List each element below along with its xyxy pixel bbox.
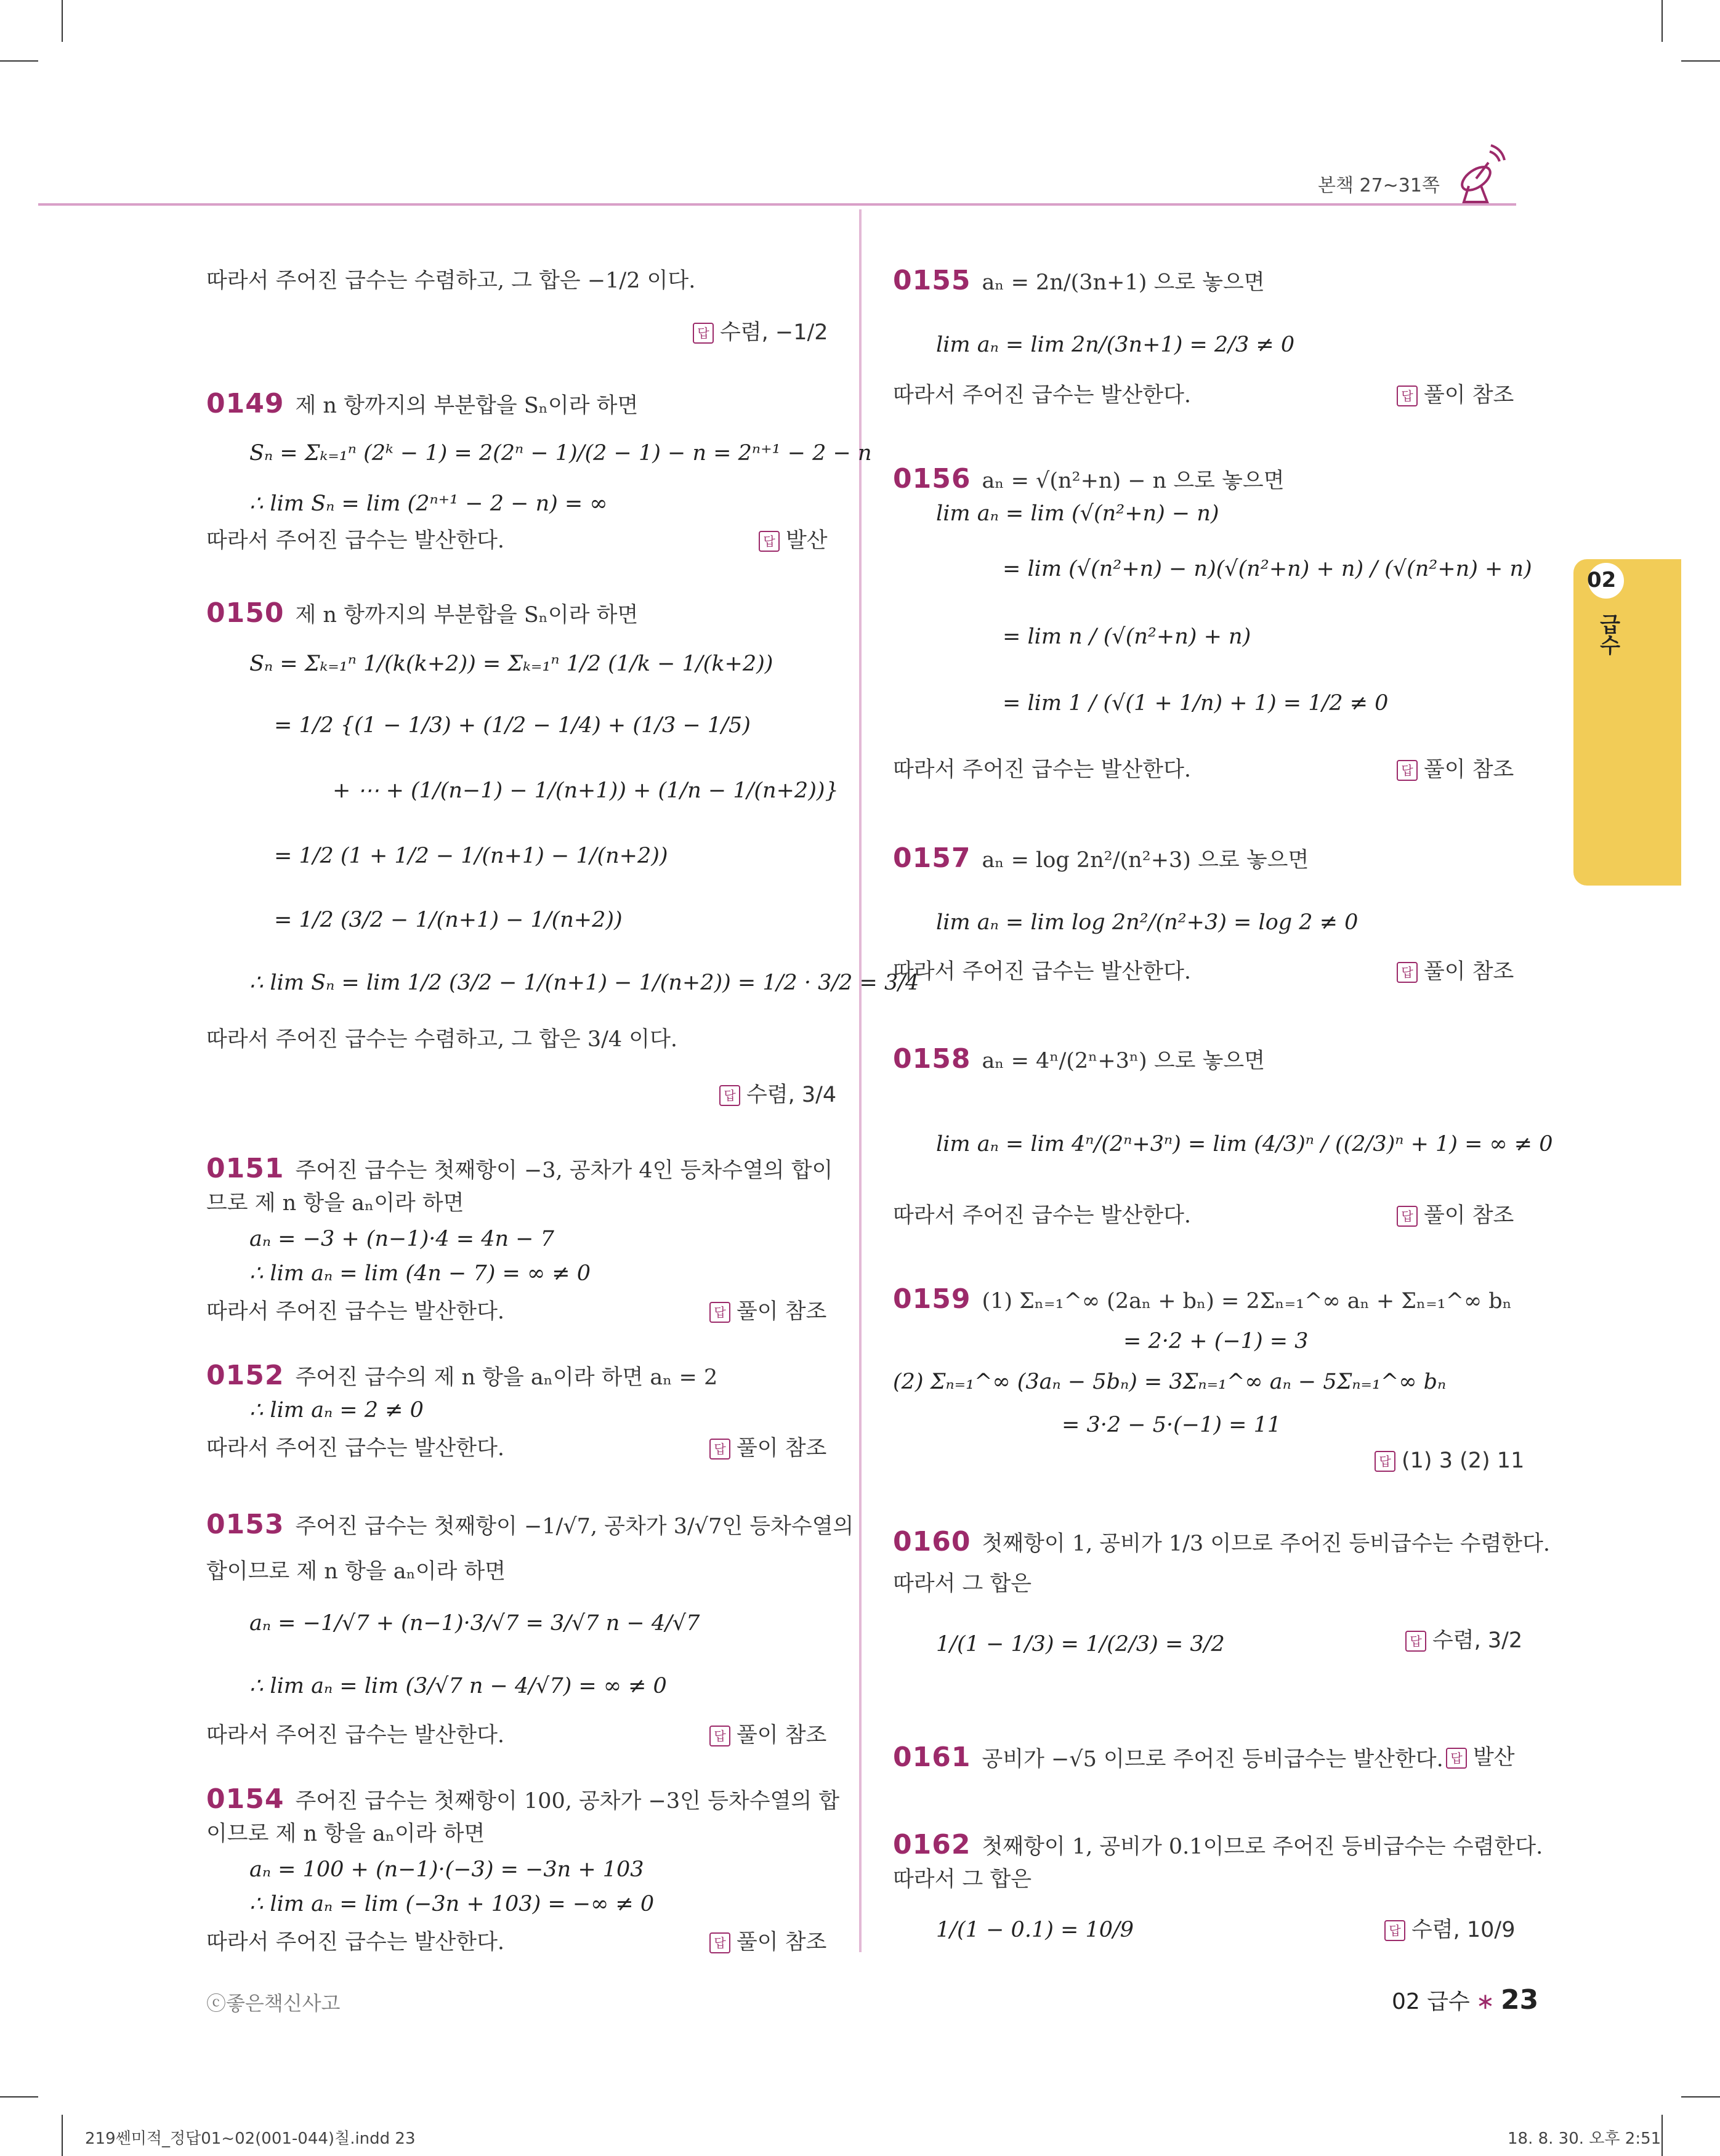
problem-line (893, 1283, 1512, 1315)
problem-text: 첫째항이 1, 공비가 1/3 이므로 주어진 등비급수는 수렴한다. (982, 1532, 1551, 1556)
body-text: 따라서 주어진 급수는 발산한다. (206, 1930, 505, 1955)
answer-box: 답 (1) 3 (2) 11 (1375, 1447, 1524, 1474)
page-footer (1392, 1984, 1538, 2016)
problem-text: aₙ = 2n/(3n+1) 으로 놓으면 (982, 270, 1265, 295)
problem-line (893, 267, 1265, 296)
problem-text: 주어진 급수는 첫째항이 100, 공차가 −3인 등차수열의 합 (295, 1789, 840, 1814)
equation: (2) Σₙ₌₁^∞ (3aₙ − 5bₙ) = 3Σₙ₌₁^∞ aₙ − 5Σₙ₌₁^∞ bₙ (893, 1370, 1447, 1394)
problem-line (206, 1511, 854, 1540)
problem-text: (1) Σₙ₌₁^∞ (2aₙ + bₙ) = 2Σₙ₌₁^∞ aₙ + Σₙ₌₁^∞ bₙ (982, 1289, 1512, 1314)
answer-box: 답 풀이 참조 (1397, 382, 1514, 409)
answer-box: 답 수렴, 3/4 (719, 1081, 836, 1108)
answer-box: 답 수렴, 10/9 (1384, 1916, 1515, 1944)
problem-text: aₙ = 4ⁿ/(2ⁿ+3ⁿ) 으로 놓으면 (982, 1049, 1266, 1073)
equation: aₙ = −1/√7 + (n−1)·3/√7 = 3/√7 n − 4/√7 (249, 1611, 700, 1636)
problem-number: 0153 (206, 1509, 285, 1540)
problem-line (893, 1528, 1550, 1557)
equation: 1/(1 − 1/3) = 1/(2/3) = 3/2 (936, 1632, 1225, 1657)
equation: + ⋯ + (1/(n−1) − 1/(n+1)) + (1/n − 1/(n+2))} (333, 778, 839, 803)
equation: lim aₙ = lim log 2n²/(n²+3) = log 2 ≠ 0 (936, 910, 1359, 935)
column-divider (859, 209, 862, 1952)
problem-line (893, 1043, 1266, 1075)
equation: = lim (√(n²+n) − n)(√(n²+n) + n) / (√(n²+n) + n) (1003, 557, 1532, 581)
problem-text: 공비가 −√5 이므로 주어진 등비급수는 발산한다. (982, 1747, 1443, 1772)
problem-number: 0154 (206, 1783, 285, 1815)
problem-text: 주어진 급수는 첫째항이 −3, 공차가 4인 등차수열의 합이 (295, 1158, 833, 1183)
equation: 1/(1 − 0.1) = 10/9 (936, 1918, 1134, 1942)
chapter-number: 02 (1587, 568, 1617, 592)
equation: aₙ = 100 + (n−1)·(−3) = −3n + 103 (249, 1857, 644, 1882)
problem-number: 0151 (206, 1153, 285, 1184)
problem-line (893, 1831, 1543, 1860)
problem-number: 0160 (893, 1526, 971, 1557)
body-text: 따라서 주어진 급수는 발산한다. (206, 1723, 505, 1748)
body-text: 이므로 제 n 항을 aₙ이라 하면 (206, 1822, 485, 1846)
crop-mark (62, 2115, 63, 2156)
answer-box: 답 발산 (759, 527, 828, 554)
crop-mark (1661, 2115, 1663, 2156)
body-text: 따라서 주어진 급수는 발산한다. (206, 1436, 505, 1461)
answer-box: 답 수렴, 3/2 (1405, 1627, 1522, 1654)
problem-text: 제 n 항까지의 부분합을 Sₙ이라 하면 (295, 603, 639, 628)
body-text: 따라서 주어진 급수는 수렴하고, 그 합은 −1/2 이다. (206, 268, 696, 293)
equation: ∴ lim aₙ = lim (4n − 7) = ∞ ≠ 0 (249, 1261, 591, 1286)
header-page-reference: 본책 27~31쪽 (1318, 175, 1440, 196)
body-text: 므로 제 n 항을 aₙ이라 하면 (206, 1191, 464, 1216)
problem-line (206, 1362, 717, 1391)
crop-mark (0, 60, 38, 62)
problem-number: 0158 (893, 1043, 971, 1075)
equation: ∴ lim Sₙ = lim (2ⁿ⁺¹ − 2 − n) = ∞ (249, 491, 608, 516)
problem-line (893, 842, 1309, 874)
equation: = 3·2 − 5·(−1) = 11 (1062, 1413, 1282, 1437)
equation: = lim n / (√(n²+n) + n) (1003, 624, 1251, 649)
body-text: 합이므로 제 n 항을 aₙ이라 하면 (206, 1559, 506, 1584)
chapter-side-tab (1573, 559, 1681, 886)
problem-line (893, 463, 1285, 495)
problem-number: 0152 (206, 1360, 285, 1391)
equation: Sₙ = Σₖ₌₁ⁿ 1/(k(k+2)) = Σₖ₌₁ⁿ 1/2 (1/k − 1/(k+2)) (249, 652, 773, 676)
equation: = lim 1 / (√(1 + 1/n) + 1) = 1/2 ≠ 0 (1003, 691, 1389, 716)
equation: = 1/2 {(1 − 1/3) + (1/2 − 1/4) + (1/3 − 1/5) (274, 713, 751, 738)
problem-number: 0157 (893, 842, 971, 874)
body-text: 따라서 주어진 급수는 발산한다. (893, 1203, 1192, 1228)
problem-line (206, 1783, 840, 1815)
body-text: 따라서 주어진 급수는 수렴하고, 그 합은 3/4 이다. (206, 1027, 678, 1052)
equation: = 1/2 (3/2 − 1/(n+1) − 1/(n+2)) (274, 908, 623, 932)
problem-number: 0155 (893, 265, 971, 296)
print-slug-filename: 219쎈미적_정답01~02(001-044)칠.indd 23 (85, 2130, 416, 2148)
problem-line (206, 1155, 833, 1184)
star-icon: ∗ (1476, 1989, 1495, 2014)
problem-line (206, 597, 639, 629)
problem-text: 첫째항이 1, 공비가 0.1이므로 주어진 등비급수는 수렴한다. (982, 1835, 1543, 1859)
answer-box: 답 풀이 참조 (1397, 958, 1514, 985)
answer-box: 답 풀이 참조 (1397, 756, 1514, 783)
answer-box: 답 풀이 참조 (709, 1435, 826, 1462)
problem-text: aₙ = log 2n²/(n²+3) 으로 놓으면 (982, 848, 1309, 873)
chapter-label: 급수 (1596, 613, 1620, 655)
equation: lim aₙ = lim (√(n²+n) − n) (936, 501, 1219, 526)
body-text: 따라서 주어진 급수는 발산한다. (206, 1299, 505, 1324)
satellite-dish-icon (1450, 143, 1506, 204)
header-rule (38, 203, 1516, 206)
page-number: 23 (1500, 1984, 1539, 2016)
equation: ∴ lim Sₙ = lim 1/2 (3/2 − 1/(n+1) − 1/(n+2)) = 1/2 · 3/2 = 3/4 (249, 971, 919, 995)
problem-number: 0161 (893, 1742, 971, 1773)
problem-number: 0162 (893, 1829, 971, 1860)
problem-number: 0150 (206, 597, 285, 629)
answer-box: 답 풀이 참조 (1397, 1202, 1514, 1229)
problem-text: 주어진 급수의 제 n 항을 aₙ이라 하면 aₙ = 2 (295, 1365, 718, 1390)
equation: ∴ lim aₙ = lim (−3n + 103) = −∞ ≠ 0 (249, 1892, 655, 1916)
chapter-title: 02 급수 (1392, 1989, 1470, 2014)
crop-mark (1661, 0, 1663, 42)
crop-mark (1681, 60, 1720, 62)
answer-box: 답 풀이 참조 (709, 1298, 826, 1325)
crop-mark (62, 0, 63, 42)
problem-number: 0149 (206, 388, 285, 419)
body-text: 따라서 그 합은 (893, 1867, 1032, 1892)
equation: Sₙ = Σₖ₌₁ⁿ (2ᵏ − 1) = 2(2ⁿ − 1)/(2 − 1) − n = 2ⁿ⁺¹ − 2 − n (249, 441, 872, 466)
equation: lim aₙ = lim 4ⁿ/(2ⁿ+3ⁿ) = lim (4/3)ⁿ / ((2/3)ⁿ + 1) = ∞ ≠ 0 (936, 1132, 1553, 1157)
crop-mark (1681, 2096, 1720, 2097)
body-text: 따라서 그 합은 (893, 1572, 1032, 1596)
answer-box: 답 수렴, −1/2 (693, 319, 828, 346)
problem-number: 0156 (893, 463, 971, 495)
equation: = 1/2 (1 + 1/2 − 1/(n+1) − 1/(n+2)) (274, 844, 668, 868)
answer-box: 답 풀이 참조 (709, 1722, 826, 1749)
problem-line (893, 1744, 1443, 1773)
copyright: ⓒ좋은책신사고 (206, 1992, 341, 2015)
problem-line (206, 390, 638, 419)
print-slug-date: 18. 8. 30. 오후 2:51 (1508, 2130, 1661, 2148)
equation: ∴ lim aₙ = 2 ≠ 0 (249, 1398, 424, 1423)
equation: = 2·2 + (−1) = 3 (1123, 1329, 1309, 1354)
body-text: 따라서 주어진 급수는 발산한다. (206, 528, 505, 553)
problem-text: 제 n 항까지의 부분합을 Sₙ이라 하면 (295, 394, 639, 418)
body-text: 따라서 주어진 급수는 발산한다. (893, 757, 1192, 782)
equation: lim aₙ = lim 2n/(3n+1) = 2/3 ≠ 0 (936, 333, 1295, 357)
equation: ∴ lim aₙ = lim (3/√7 n − 4/√7) = ∞ ≠ 0 (249, 1674, 667, 1698)
body-text: 따라서 주어진 급수는 발산한다. (893, 383, 1192, 408)
problem-text: aₙ = √(n²+n) − n 으로 놓으면 (982, 469, 1285, 493)
answer-box: 답 풀이 참조 (709, 1929, 826, 1956)
answer-box: 답 발산 (1446, 1744, 1515, 1771)
body-text: 따라서 주어진 급수는 발산한다. (893, 959, 1192, 984)
crop-mark (0, 2096, 38, 2097)
problem-text: 주어진 급수는 첫째항이 −1/√7, 공차가 3/√7인 등차수열의 (295, 1514, 854, 1539)
equation: aₙ = −3 + (n−1)·4 = 4n − 7 (249, 1227, 554, 1251)
problem-number: 0159 (893, 1283, 971, 1315)
